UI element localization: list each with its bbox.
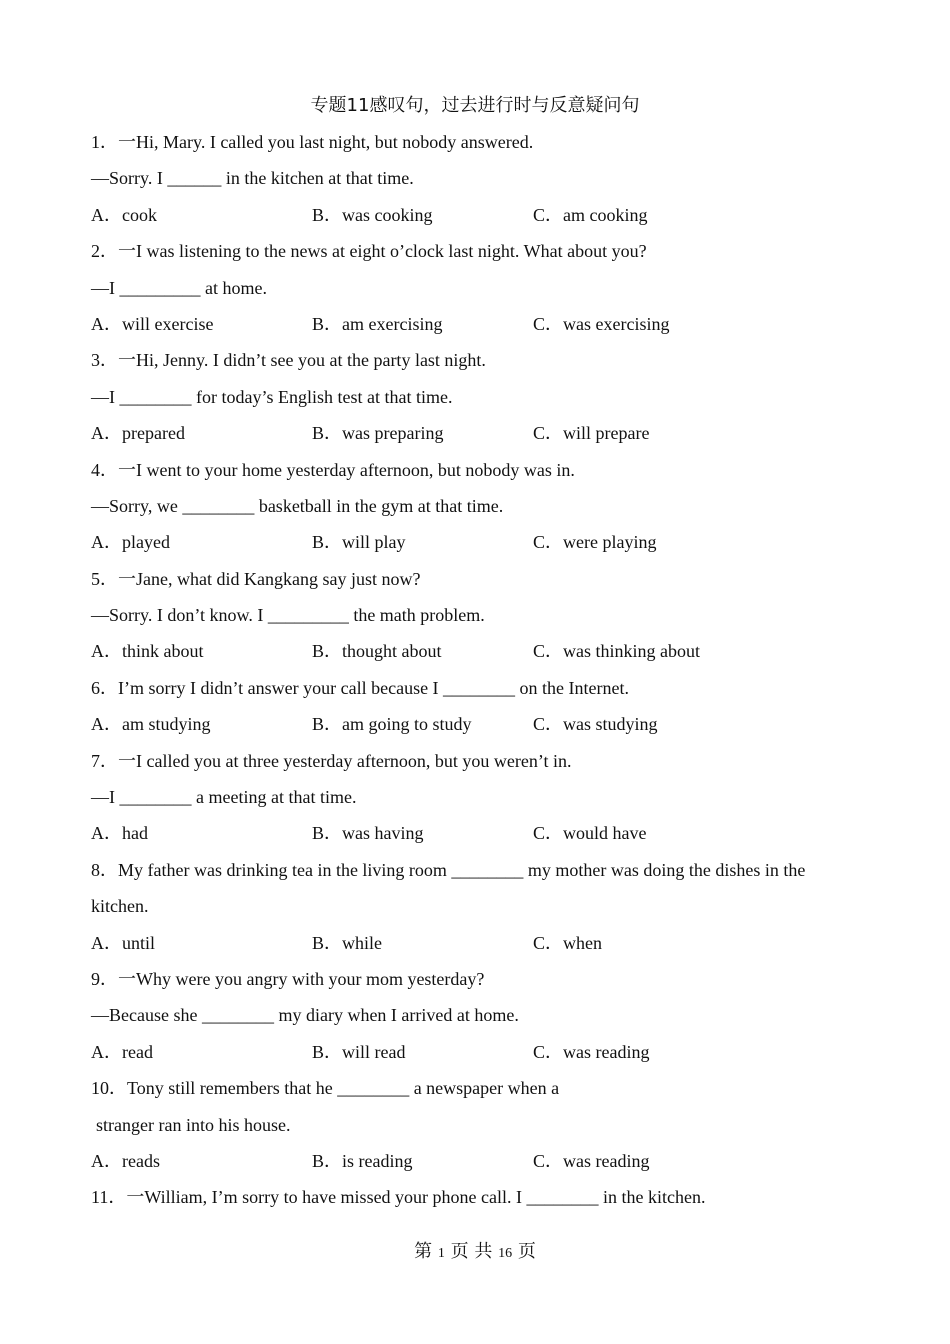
- question-list: [91, 124, 861, 1216]
- option-b: B．while: [312, 932, 382, 953]
- question-response: —I ________ a meeting at that time.: [91, 787, 357, 808]
- question-8: [91, 852, 861, 961]
- page-title: 专题11感叹句，过去进行时与反意疑问句: [310, 95, 640, 116]
- answer-options: [91, 524, 861, 560]
- page-footer: [0, 1240, 950, 1266]
- option-a: A．think about: [91, 641, 204, 662]
- question-7: [91, 743, 861, 852]
- option-b: B．was cooking: [312, 204, 433, 225]
- option-c: C．when: [533, 932, 602, 953]
- answer-options: [91, 197, 861, 233]
- question-stem: 5．一Jane, what did Kangkang say just now?: [91, 568, 421, 589]
- option-a: A．prepared: [91, 423, 185, 444]
- answer-options: [91, 815, 861, 851]
- question-stem: 4．一I went to your home yesterday afternoon, but nobody was in.: [91, 459, 575, 480]
- footer-middle: 页 共: [450, 1241, 493, 1262]
- option-a: A．until: [91, 932, 156, 953]
- option-a: A．played: [91, 532, 170, 553]
- footer-total-pages: 16: [498, 1246, 513, 1261]
- option-b: B．will play: [312, 532, 406, 553]
- option-c: C．was thinking about: [533, 641, 700, 662]
- option-a: A．reads: [91, 1150, 160, 1171]
- question-stem: 8．My father was drinking tea in the living room ________ my mother was doing the dishes in the: [91, 859, 806, 880]
- question-response: —Sorry, we ________ basketball in the gym at that time.: [91, 495, 504, 516]
- footer-page-number: 1: [437, 1246, 445, 1261]
- question-response: —Sorry. I don’t know. I _________ the math problem.: [91, 605, 485, 626]
- answer-options: [91, 706, 861, 742]
- option-b: B．am going to study: [312, 714, 472, 735]
- answer-options: [91, 925, 861, 961]
- option-c: C．was reading: [533, 1041, 650, 1062]
- answer-options: [91, 306, 861, 342]
- question-response: kitchen.: [91, 896, 149, 917]
- question-stem: 6．I’m sorry I didn’t answer your call because I ________ on the Internet.: [91, 677, 630, 698]
- option-c: C．was reading: [533, 1150, 650, 1171]
- question-stem: 7．一I called you at three yesterday afternoon, but you weren’t in.: [91, 750, 572, 771]
- question-stem: 1．一Hi, Mary. I called you last night, but nobody answered.: [91, 132, 534, 152]
- option-a: A．read: [91, 1041, 153, 1062]
- question-2: [91, 233, 861, 342]
- option-a: A．had: [91, 823, 148, 844]
- footer-prefix: 第: [414, 1241, 433, 1262]
- question-stem: 2．一I was listening to the news at eight o’clock last night. What about you?: [91, 241, 647, 262]
- answer-options: [91, 633, 861, 669]
- question-3: [91, 342, 861, 451]
- option-c: C．were playing: [533, 532, 657, 553]
- question-4: [91, 452, 861, 561]
- option-a: A．am studying: [91, 714, 211, 735]
- option-a: A．will exercise: [91, 313, 214, 334]
- option-c: C．am cooking: [533, 204, 648, 225]
- question-6: [91, 670, 861, 743]
- question-stem: 3．一Hi, Jenny. I didn’t see you at the party last night.: [91, 350, 486, 371]
- option-c: C．was studying: [533, 714, 658, 735]
- question-response: —I ________ for today’s English test at that time.: [91, 386, 453, 407]
- question-stem: 10．Tony still remembers that he ________ a newspaper when a: [91, 1078, 560, 1099]
- question-10: [91, 1070, 861, 1179]
- question-5: [91, 561, 861, 670]
- footer-suffix: 页: [517, 1241, 536, 1262]
- option-b: B．thought about: [312, 641, 442, 662]
- option-b: B．was preparing: [312, 423, 444, 444]
- option-b: B．is reading: [312, 1150, 413, 1171]
- option-b: B．am exercising: [312, 313, 443, 334]
- answer-options: [91, 415, 861, 451]
- option-a: A．cook: [91, 204, 157, 225]
- option-c: C．will prepare: [533, 423, 650, 444]
- option-c: C．was exercising: [533, 313, 670, 334]
- question-stem: 9．一Why were you angry with your mom yesterday?: [91, 968, 485, 989]
- question-response: —I _________ at home.: [91, 277, 267, 298]
- question-response: stranger ran into his house.: [96, 1114, 291, 1135]
- question-9: [91, 961, 861, 1070]
- question-stem: 11．一William, I’m sorry to have missed your phone call. I ________ in the kitchen.: [91, 1187, 706, 1208]
- question-response: —Because she ________ my diary when I arrived at home.: [91, 1005, 519, 1026]
- answer-options: [91, 1143, 861, 1179]
- question-response: —Sorry. I ______ in the kitchen at that time.: [91, 168, 414, 189]
- question-11: [91, 1179, 861, 1215]
- option-b: B．will read: [312, 1041, 406, 1062]
- question-1: [91, 124, 861, 233]
- option-b: B．was having: [312, 823, 424, 844]
- answer-options: [91, 1034, 861, 1070]
- option-c: C．would have: [533, 823, 647, 844]
